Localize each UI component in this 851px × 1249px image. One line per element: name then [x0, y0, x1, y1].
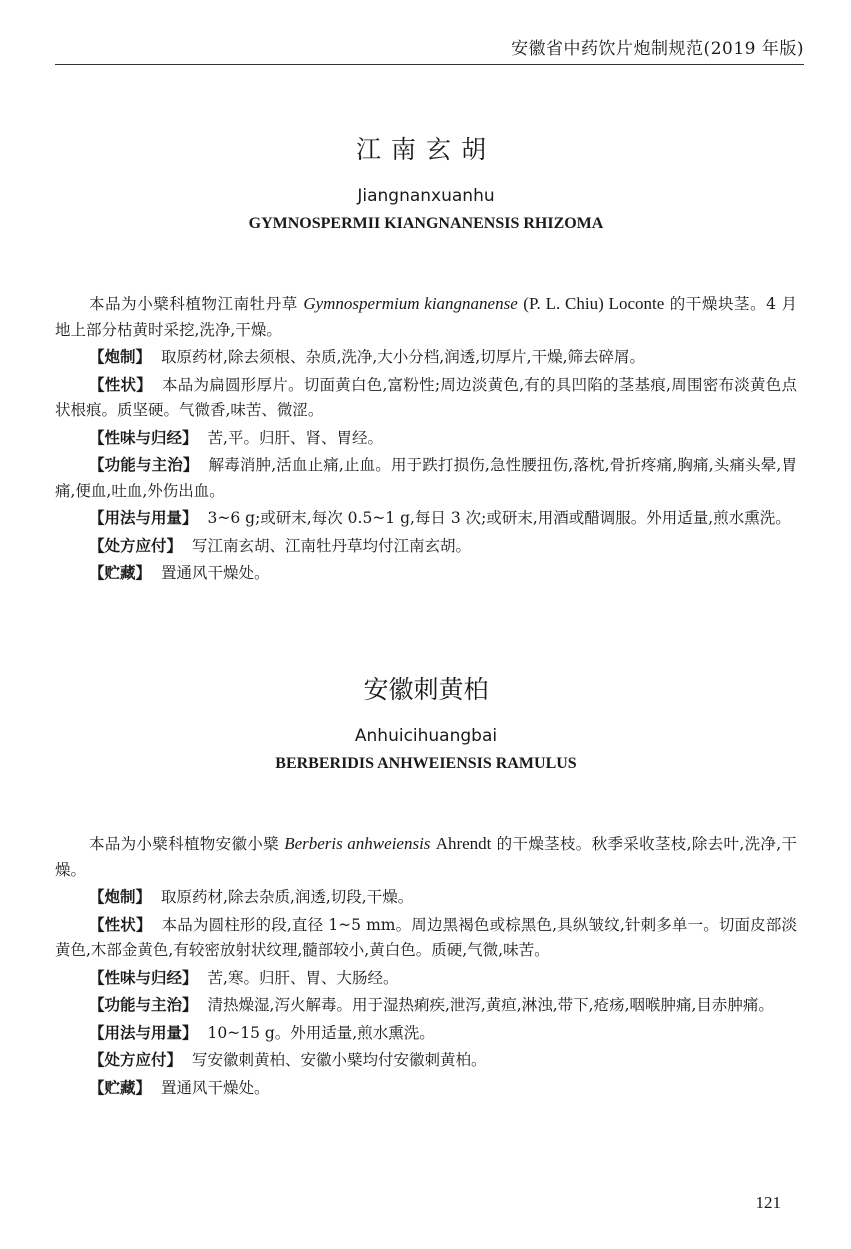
section-text: 写安徽刺黄柏、安徽小檗均付安徽刺黄柏。	[192, 1051, 487, 1069]
source-paragraph	[55, 291, 797, 343]
section-label: 【用法与用量】	[89, 509, 198, 527]
monograph-entry-jiangnanxuanhu	[55, 130, 797, 589]
section-label: 【炮制】	[89, 348, 152, 366]
source-text: 本品为小檗科植物江南牡丹草	[89, 295, 298, 313]
scientific-name: Gymnospermium kiangnanense	[303, 294, 518, 313]
section-text: 苦,平。归肝、肾、胃经。	[207, 428, 383, 447]
page-number: 121	[755, 1193, 781, 1212]
entry-latin-name: GYMNOSPERMII KIANGNANENSIS RHIZOMA	[248, 215, 604, 232]
section-storage	[55, 561, 797, 587]
section-text: 写江南玄胡、江南牡丹草均付江南玄胡。	[192, 536, 472, 555]
section-text: 苦,寒。归肝、胃、大肠经。	[207, 968, 399, 987]
source-paragraph	[55, 831, 797, 883]
entry-pinyin: Anhuicihuangbai	[354, 726, 498, 746]
author-citation: (P. L. Chiu) Loconte	[523, 294, 665, 313]
entry-body	[55, 291, 797, 587]
entry-pinyin: Jiangnanxuanhu	[357, 186, 495, 206]
section-processing	[55, 345, 797, 371]
section-text: 3~6 g;或研末,每次 0.5~1 g,每日 3 次;或研末,用酒或醋调服。外用适量,煎水熏洗。	[207, 509, 791, 527]
section-label: 【贮藏】	[89, 564, 152, 582]
header-rule	[55, 64, 804, 65]
section-text: 本品为扁圆形厚片。切面黄白色,富粉性;周边淡黄色,有的具凹陷的茎基痕,周围密布淡黄色点状根痕。质坚硬。气微香,味苦、微涩。	[55, 375, 797, 419]
monograph-entry-anhuicihuangbai	[55, 670, 797, 1103]
section-text: 解毒消肿,活血止痛,止血。用于跌打损伤,急性腰扭伤,落枕,骨折疼痛,胸痛,头痛头晕,胃痛,便血,吐血,外伤出血。	[55, 456, 797, 500]
section-dosage	[55, 506, 797, 532]
section-label: 【贮藏】	[89, 1078, 152, 1097]
section-text: 本品为圆柱形的段,直径 1~5 mm。周边黑褐色或棕黑色,具纵皱纹,针刺多单一。切面皮部淡黄色,木部金黄色,有较密放射状纹理,髓部较小,黄白色。质硬,气微,味苦。	[55, 915, 797, 959]
section-text: 取原药材,除去杂质,润透,切段,干燥。	[161, 888, 414, 906]
section-functions	[55, 453, 797, 504]
source-text: 本品为小檗科植物安徽小檗	[89, 835, 279, 853]
section-description	[55, 373, 797, 424]
section-property-meridian	[55, 426, 797, 452]
section-label: 【功能与主治】	[89, 456, 199, 474]
section-storage	[55, 1076, 797, 1102]
source-text-cont: 的干燥块茎。4 月地上部分枯黄时采挖,洗净,干燥。	[55, 295, 797, 339]
source-text-cont: 的干燥茎枝。秋季采收茎枝,除去叶,洗净,干燥。	[55, 835, 797, 879]
entry-latin-name: BERBERIDIS ANHWEIENSIS RAMULUS	[275, 755, 577, 772]
section-processing	[55, 885, 797, 911]
section-label: 【性味与归经】	[89, 968, 198, 987]
section-prescription	[55, 1048, 797, 1074]
running-header-title: 安徽省中药饮片炮制规范(2019 年版)	[511, 39, 804, 59]
entry-title: 安徽刺黄柏	[363, 675, 489, 704]
section-label: 【性状】	[89, 375, 152, 394]
section-description	[55, 913, 797, 964]
entry-body	[55, 831, 797, 1101]
section-label: 【性味与归经】	[89, 428, 198, 447]
entry-title: 江南玄胡	[355, 135, 496, 164]
section-dosage	[55, 1021, 797, 1047]
section-text: 置通风干燥处。	[161, 564, 270, 582]
section-label: 【处方应付】	[89, 1051, 183, 1069]
section-label: 【用法与用量】	[89, 1023, 198, 1042]
section-functions	[55, 993, 797, 1019]
section-label: 【处方应付】	[89, 536, 183, 555]
section-label: 【炮制】	[89, 888, 152, 906]
section-label: 【功能与主治】	[89, 996, 198, 1014]
section-label: 【性状】	[89, 915, 152, 934]
scientific-name: Berberis anhweiensis	[284, 834, 431, 853]
section-text: 置通风干燥处。	[161, 1078, 270, 1097]
section-prescription	[55, 534, 797, 560]
section-text: 清热燥湿,泻火解毒。用于湿热痢疾,泄泻,黄疸,淋浊,带下,疮疡,咽喉肿痛,目赤肿痛。	[207, 996, 774, 1014]
section-property-meridian	[55, 966, 797, 992]
section-text: 10~15 g。外用适量,煎水熏洗。	[207, 1023, 435, 1042]
section-text: 取原药材,除去须根、杂质,洗净,大小分档,润透,切厚片,干燥,筛去碎屑。	[161, 348, 646, 366]
author-citation: Ahrendt	[435, 834, 492, 853]
